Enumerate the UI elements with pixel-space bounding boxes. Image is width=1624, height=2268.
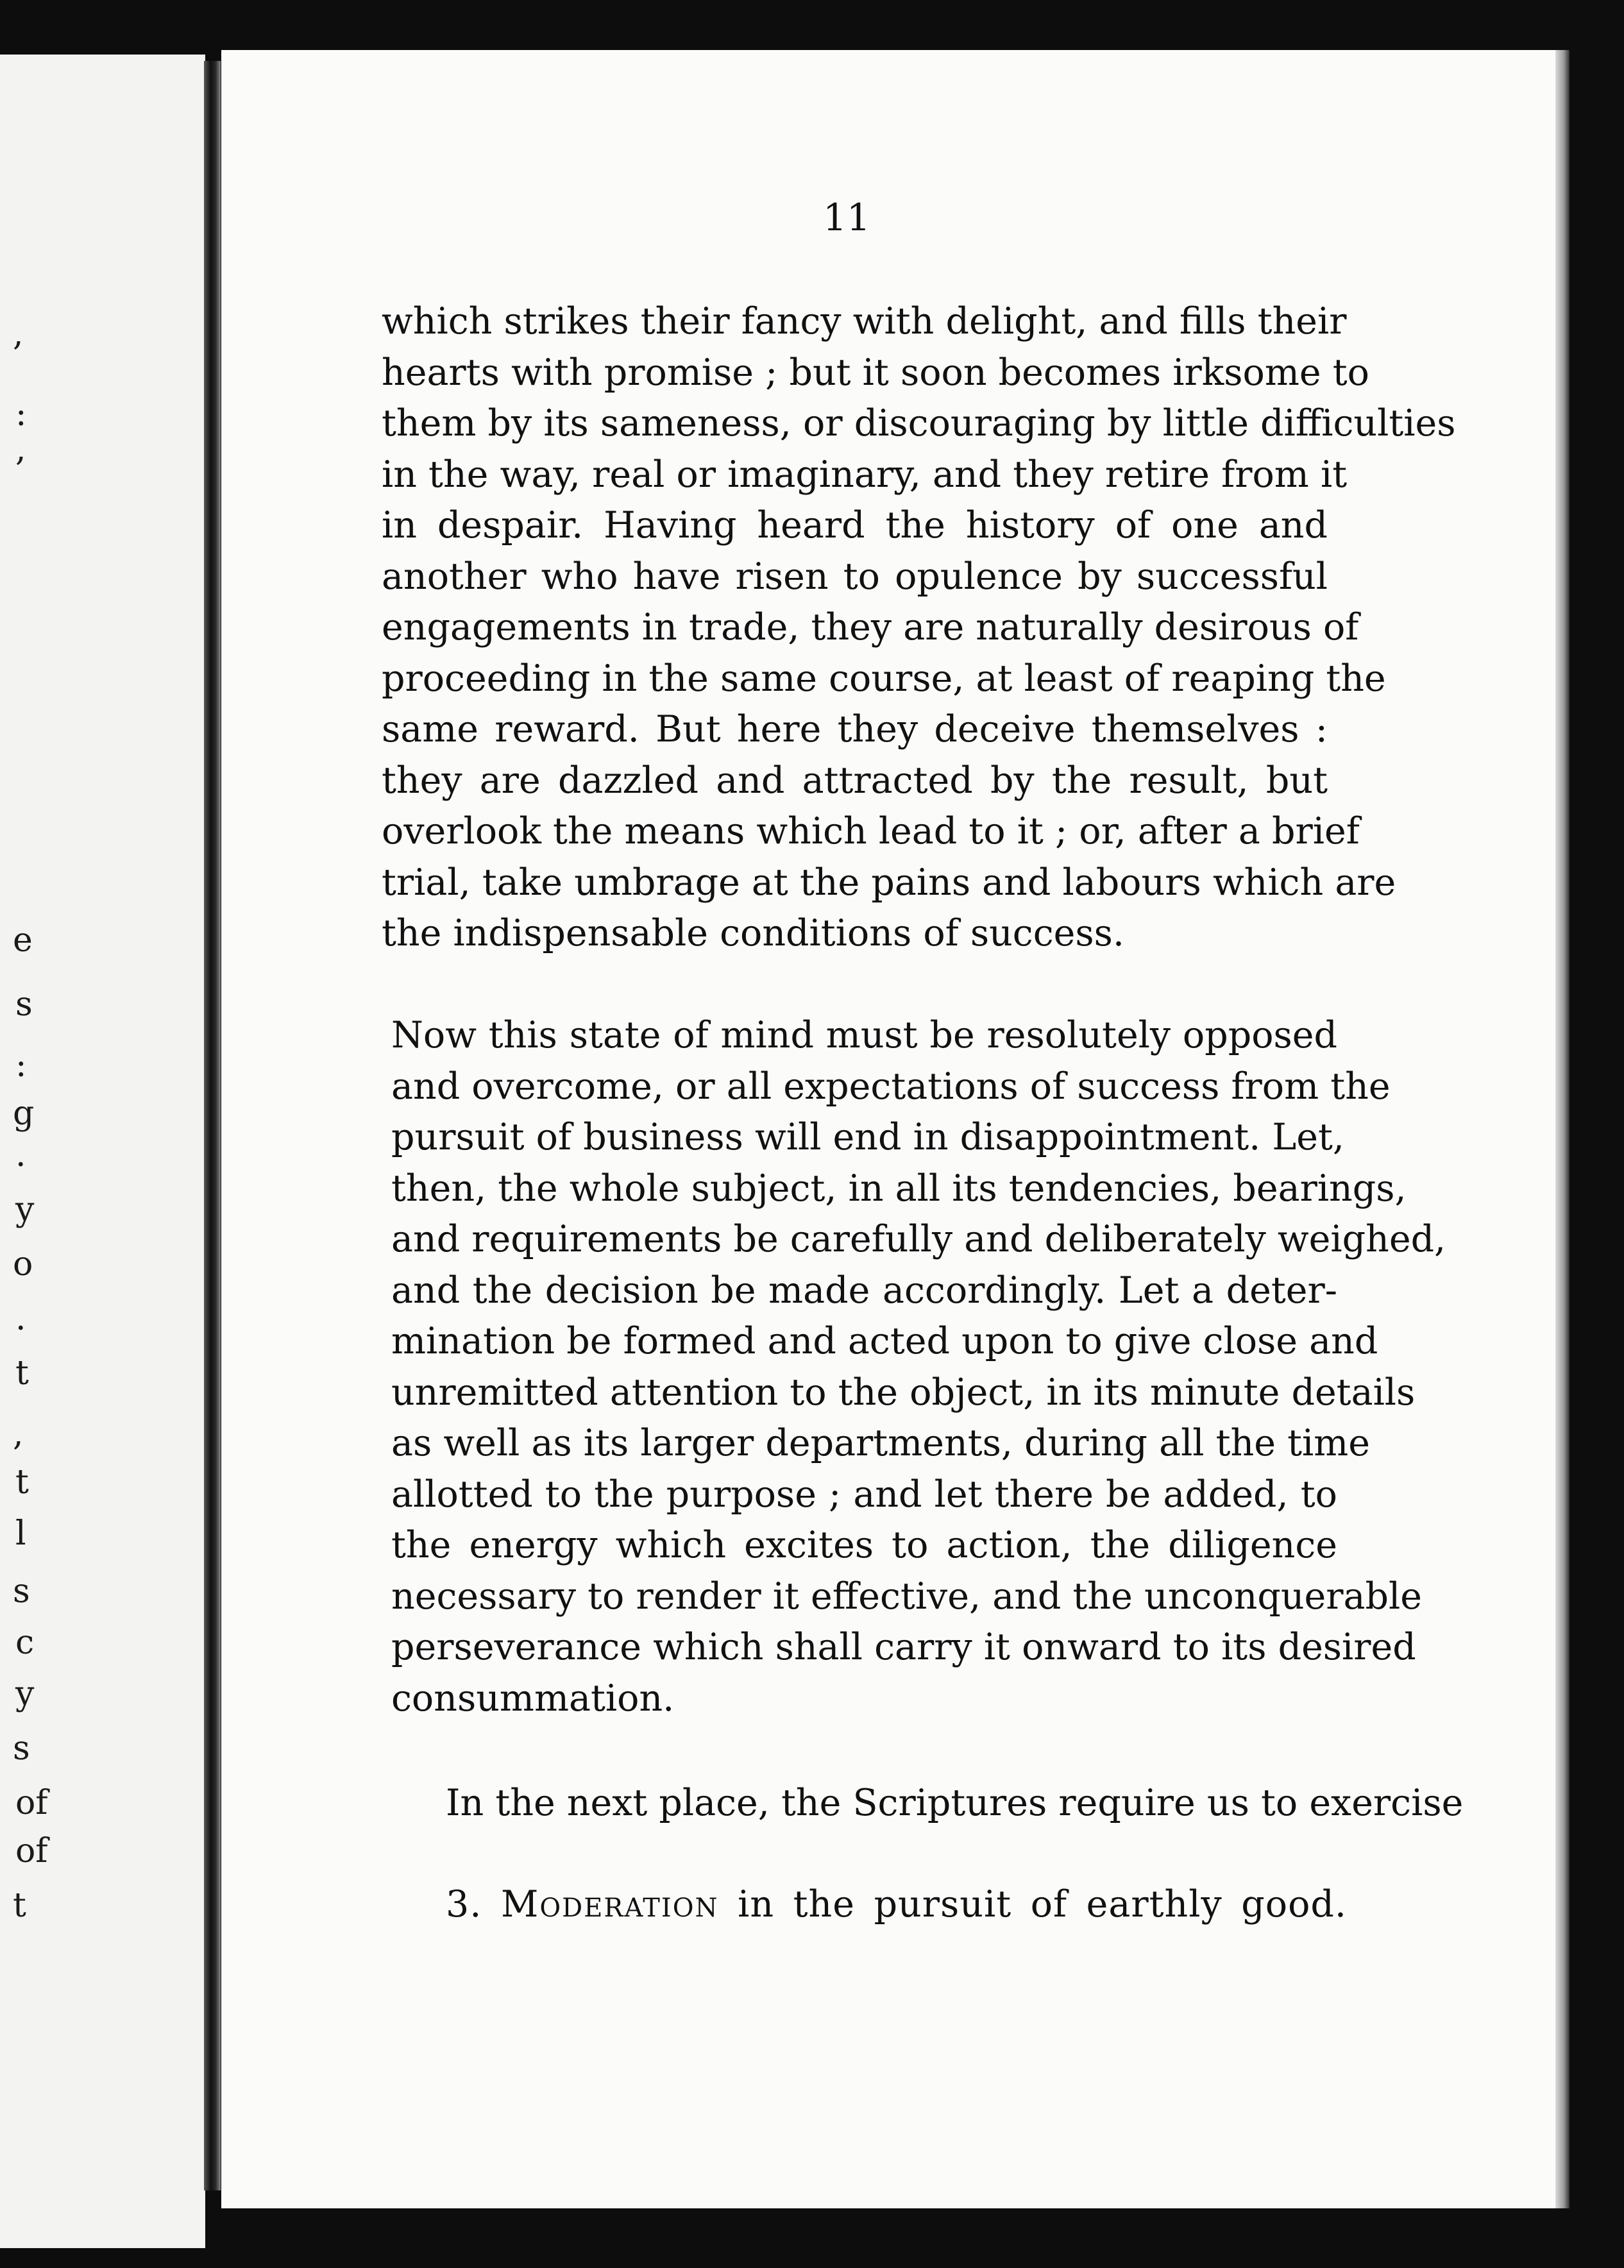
facing-page-glyph: y xyxy=(15,1190,35,1229)
heading-number: 3. xyxy=(446,1883,482,1925)
paragraph-line: engagements in trade, they are naturally desirous of xyxy=(382,606,1359,648)
paragraph-line: in the way, real or imaginary, and they retire from it xyxy=(382,453,1348,496)
facing-page-glyph: . xyxy=(15,1136,26,1174)
page-number: 11 xyxy=(823,196,870,239)
book-gutter xyxy=(204,61,221,2190)
paragraph-line: trial, take umbrage at the pains and labours which are xyxy=(382,861,1396,904)
facing-page-glyphs xyxy=(12,55,76,2248)
facing-page-glyph: . xyxy=(15,1299,26,1338)
paragraph-line: same reward. But here they deceive themselves : xyxy=(382,708,1328,750)
paragraph-line: In the next place, the Scriptures require us to exercise xyxy=(446,1782,1464,1824)
paragraph-line: perseverance which shall carry it onward to its desired xyxy=(391,1626,1416,1668)
facing-page-glyph: o xyxy=(13,1245,33,1283)
facing-page-glyph: e xyxy=(13,921,33,960)
paragraph-line: pursuit of business will end in disappointment. Let, xyxy=(391,1116,1344,1158)
heading-term: Moderation xyxy=(500,1883,719,1925)
paragraph-line: another who have risen to opulence by successful xyxy=(382,555,1328,598)
facing-page-glyph: : xyxy=(15,1046,27,1085)
paragraph-line: as well as its larger departments, during all the time xyxy=(391,1422,1371,1464)
facing-page-glyph: t xyxy=(15,1354,29,1392)
paragraph-line: mination be formed and acted upon to give close and xyxy=(391,1320,1378,1362)
paragraph-line: and the decision be made accordingly. Let a deter- xyxy=(391,1269,1337,1312)
paragraph-1 xyxy=(382,296,1456,960)
paragraph-line: and requirements be carefully and deliberately weighed, xyxy=(391,1218,1446,1260)
facing-page-edge xyxy=(0,55,205,2248)
paragraph-line: proceeding in the same course, at least of reaping the xyxy=(382,657,1386,700)
paragraph-line: necessary to render it effective, and the unconquerable xyxy=(391,1575,1422,1618)
facing-page-glyph: , xyxy=(15,430,26,469)
facing-page-glyph: : xyxy=(15,395,27,434)
heading-line xyxy=(446,1879,1347,1931)
paragraph-line: then, the whole subject, in all its tendencies, bearings, xyxy=(391,1167,1407,1210)
facing-page-glyph: s xyxy=(13,1572,30,1611)
facing-page-glyph: of xyxy=(15,1784,48,1822)
page-edge xyxy=(1555,50,1569,2208)
paragraph-2 xyxy=(391,1010,1446,1724)
heading-rest: in the pursuit of earthly good. xyxy=(738,1883,1348,1925)
facing-page-glyph: s xyxy=(13,1729,30,1768)
paragraph-line: the energy which excites to action, the diligence xyxy=(391,1524,1337,1566)
paragraph-line: and overcome, or all expectations of success from the xyxy=(391,1065,1391,1108)
facing-page-glyph: c xyxy=(15,1623,35,1662)
paragraph-line: which strikes their fancy with delight, and fills their xyxy=(382,300,1347,343)
paragraph-line: unremitted attention to the object, in its minute details xyxy=(391,1371,1416,1414)
paragraph-line: hearts with promise ; but it soon becomes irksome to xyxy=(382,351,1369,394)
facing-page-glyph: y xyxy=(15,1675,35,1713)
facing-page-glyph: t xyxy=(15,1463,29,1502)
paragraph-3 xyxy=(446,1778,1464,1829)
facing-page-glyph: of xyxy=(15,1832,48,1870)
paragraph-line: Now this state of mind must be resolutely opposed xyxy=(391,1014,1337,1056)
section-heading xyxy=(446,1879,1347,1931)
facing-page-glyph: s xyxy=(15,985,33,1024)
paragraph-line: they are dazzled and attracted by the result, but xyxy=(382,759,1328,802)
paragraph-line: allotted to the purpose ; and let there be added, to xyxy=(391,1473,1337,1516)
paragraph-line: overlook the means which lead to it ; or, after a brief xyxy=(382,810,1360,852)
paragraph-line: them by its sameness, or discouraging by little difficulties xyxy=(382,402,1456,444)
paragraph-line: the indispensable conditions of success. xyxy=(382,912,1125,954)
paragraph-line: in despair. Having heard the history of one and xyxy=(382,504,1328,546)
paragraph-line: consummation. xyxy=(391,1677,675,1720)
facing-page-glyph: , xyxy=(13,1415,24,1453)
facing-page-glyph: l xyxy=(15,1514,26,1553)
facing-page-glyph: g xyxy=(13,1094,35,1133)
facing-page-glyph: , xyxy=(13,315,24,353)
facing-page-glyph: t xyxy=(13,1886,26,1925)
